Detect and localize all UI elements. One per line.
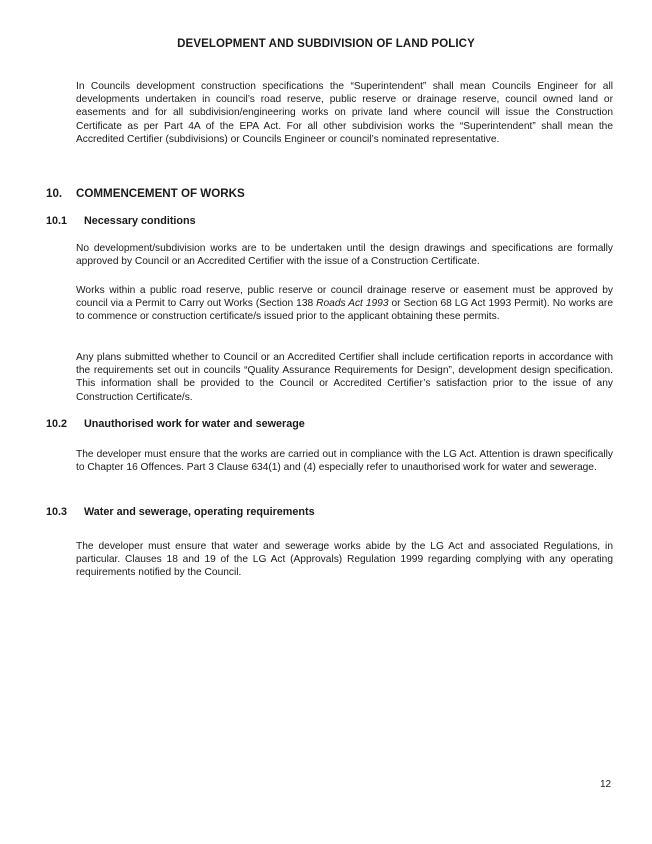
paragraph-10-1-b — [76, 284, 613, 324]
document-title: DEVELOPMENT AND SUBDIVISION OF LAND POLICY — [177, 38, 475, 50]
paragraph-10-1-a: No development/subdivision works are to be undertaken until the design drawings and specifications are formally approved by Council or an Accredited Certifier with the issue of a Construction Certificate. — [76, 243, 613, 268]
intro-paragraph: In Councils development construction specifications the “Superintendent” shall mean Councils Engineer for all developments undertaken in council’s road reserve, public reserve or drainage reserve, council owned land or easements and for all subdivision/engineering works on private land where council will issue the Construction Certificate as per Part 4A of the EPA Act. For all other subdivision works the “Superintendent” shall mean the Accredited Certifier (subdivisions) or Councils Engineer or council’s nominated representative. — [76, 81, 613, 145]
subsection-heading-10-3 — [46, 506, 315, 518]
subsection-heading-10-1 — [46, 215, 196, 227]
subsection-heading-10-2 — [46, 418, 305, 430]
subsection-title: Necessary conditions — [84, 215, 196, 227]
paragraph-10-1-c: Any plans submitted whether to Council or an Accredited Certifier shall include certification reports in accordance with the requirements set out in councils “Quality Assurance Requirements for Design”, development design specification. This information shall be provided to the Council or Accredited Certifier’s satisfaction prior to the issue of any Construction Certificate/s. — [76, 352, 613, 403]
paragraph-text: Works within a public road reserve, public reserve or council drainage reserve or easement must be approved by council via a Permit to Carry out Works (Section 138 — [76, 285, 613, 310]
subsection-title: Unauthorised work for water and sewerage — [84, 418, 305, 430]
section-number: 10. — [46, 187, 63, 200]
subsection-number: 10.3 — [46, 506, 68, 518]
paragraph-italic-text: Roads Act 1993 — [316, 298, 389, 310]
paragraph-text: or Section 68 LG Act 1993 Permit). No works are to commence or construction certificate/s issued prior to the applicant obtaining these permits. — [76, 298, 613, 323]
paragraph-10-2: The developer must ensure that the works are carried out in compliance with the LG Act. Attention is drawn specifically to Chapter 16 Offences. Part 3 Clause 634(1) and (4) especially refer to unauthorised work for water and sewerage. — [76, 449, 613, 474]
paragraph-10-3: The developer must ensure that water and sewerage works abide by the LG Act and associated Regulations, in particular. Clauses 18 and 19 of the LG Act (Approvals) Regulation 1999 regarding complying with any operating requirements notified by the Council. — [76, 541, 613, 579]
subsection-number: 10.2 — [46, 418, 68, 430]
subsection-number: 10.1 — [46, 215, 68, 227]
subsection-title: Water and sewerage, operating requirements — [84, 506, 315, 518]
section-title: COMMENCEMENT OF WORKS — [76, 187, 245, 200]
page-number: 12 — [600, 779, 612, 790]
section-heading — [46, 187, 245, 200]
